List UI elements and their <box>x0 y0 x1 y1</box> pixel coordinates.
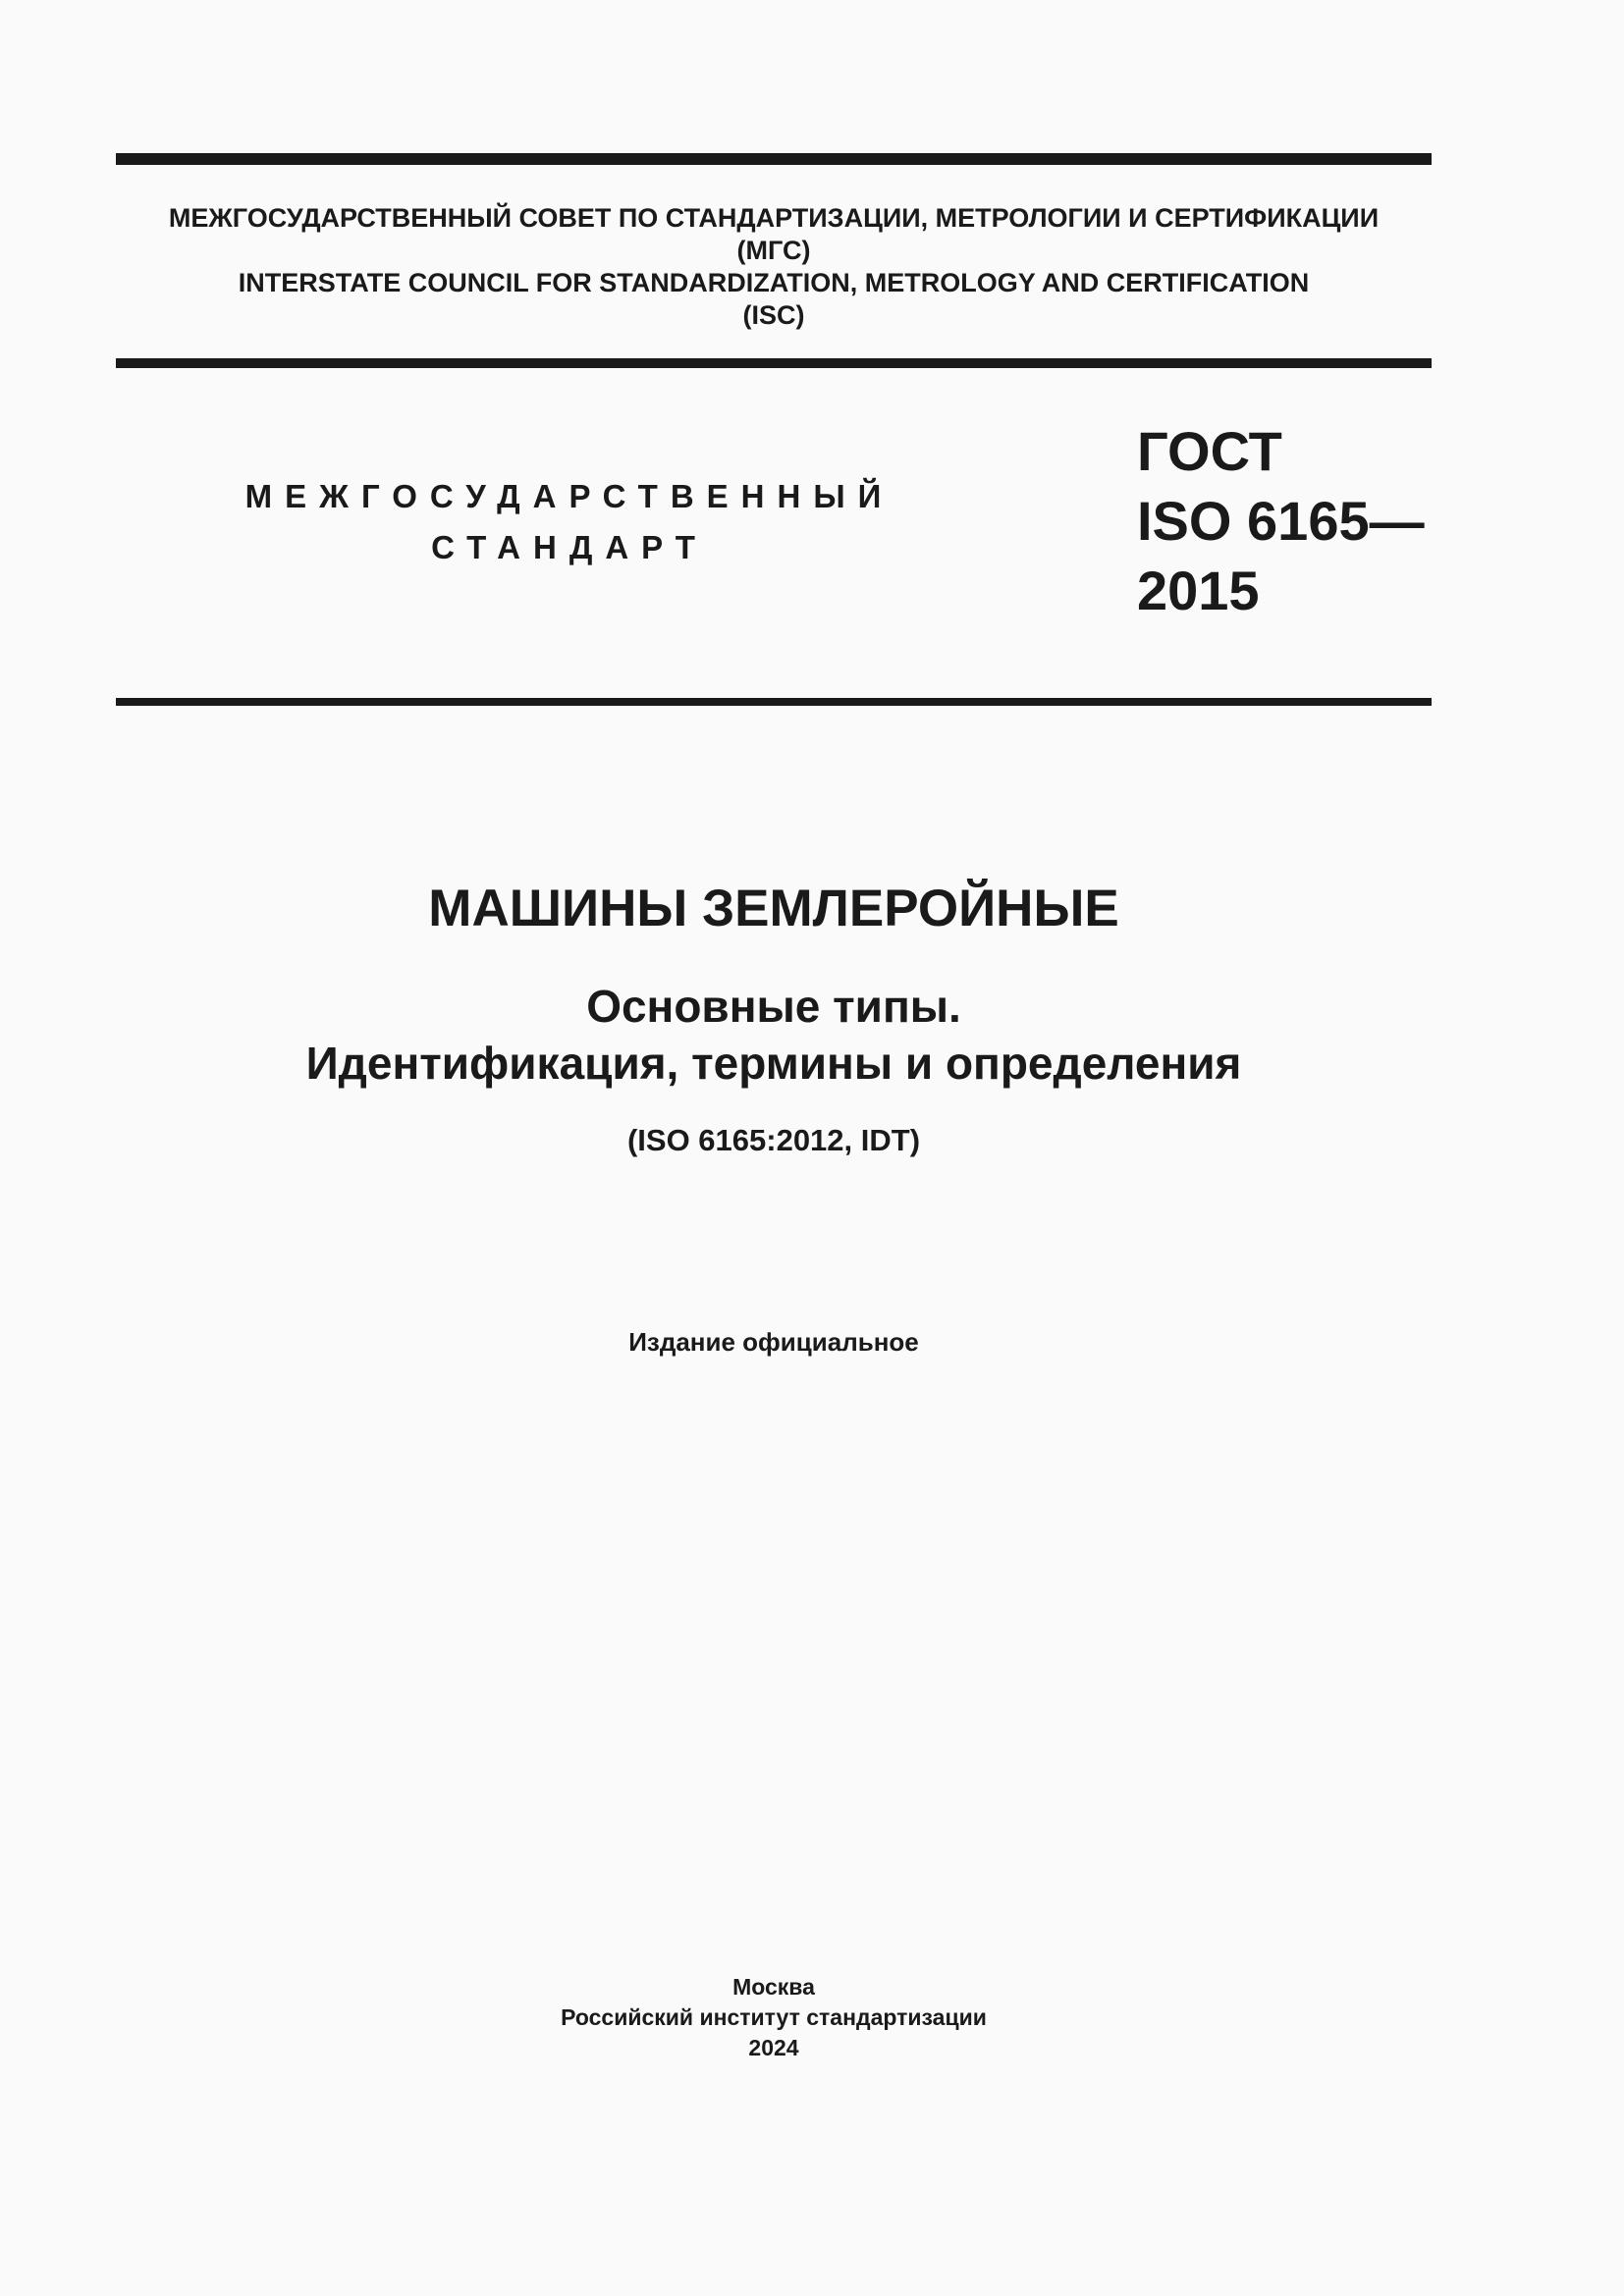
council-abbr-ru: (МГС) <box>736 236 811 265</box>
top-rule <box>116 153 1432 165</box>
council-name-en: INTERSTATE COUNCIL FOR STANDARDIZATION, METROLOGY AND CERTIFICATION <box>238 268 1310 297</box>
subtitle-line1: Основные типы. <box>586 981 961 1032</box>
imprint-publisher: Российский институт стандартизации <box>561 2004 987 2030</box>
designation-line2: ISO 6165— <box>1137 490 1425 552</box>
standard-type-line2: СТАНДАРТ <box>431 529 708 565</box>
subtitle-line2: Идентификация, термины и определения <box>305 1038 1242 1089</box>
imprint-year: 2024 <box>748 2035 799 2060</box>
designation-line1: ГОСТ <box>1137 420 1282 482</box>
standard-type-line1: МЕЖГОСУДАРСТВЕННЫЙ <box>244 478 894 514</box>
standard-designation <box>1137 416 1425 625</box>
council-header <box>116 202 1432 332</box>
designation-line3: 2015 <box>1137 560 1260 621</box>
standard-type <box>226 471 913 573</box>
edition-note: Издание официальное <box>628 1327 919 1357</box>
document-title-block <box>116 874 1432 1160</box>
lower-rule <box>116 698 1432 706</box>
imprint-city: Москва <box>732 1974 815 2000</box>
council-name-ru: МЕЖГОСУДАРСТВЕННЫЙ СОВЕТ ПО СТАНДАРТИЗАЦИИ, МЕТРОЛОГИИ И СЕРТИФИКАЦИИ <box>168 203 1380 233</box>
council-abbr-en: (ISC) <box>742 300 805 330</box>
iso-reference: (ISO 6165:2012, IDT) <box>626 1123 921 1157</box>
document-title: МАШИНЫ ЗЕМЛЕРОЙНЫЕ <box>428 880 1119 937</box>
document-subtitle <box>116 978 1432 1092</box>
middle-rule <box>116 358 1432 368</box>
imprint <box>116 1972 1432 2063</box>
